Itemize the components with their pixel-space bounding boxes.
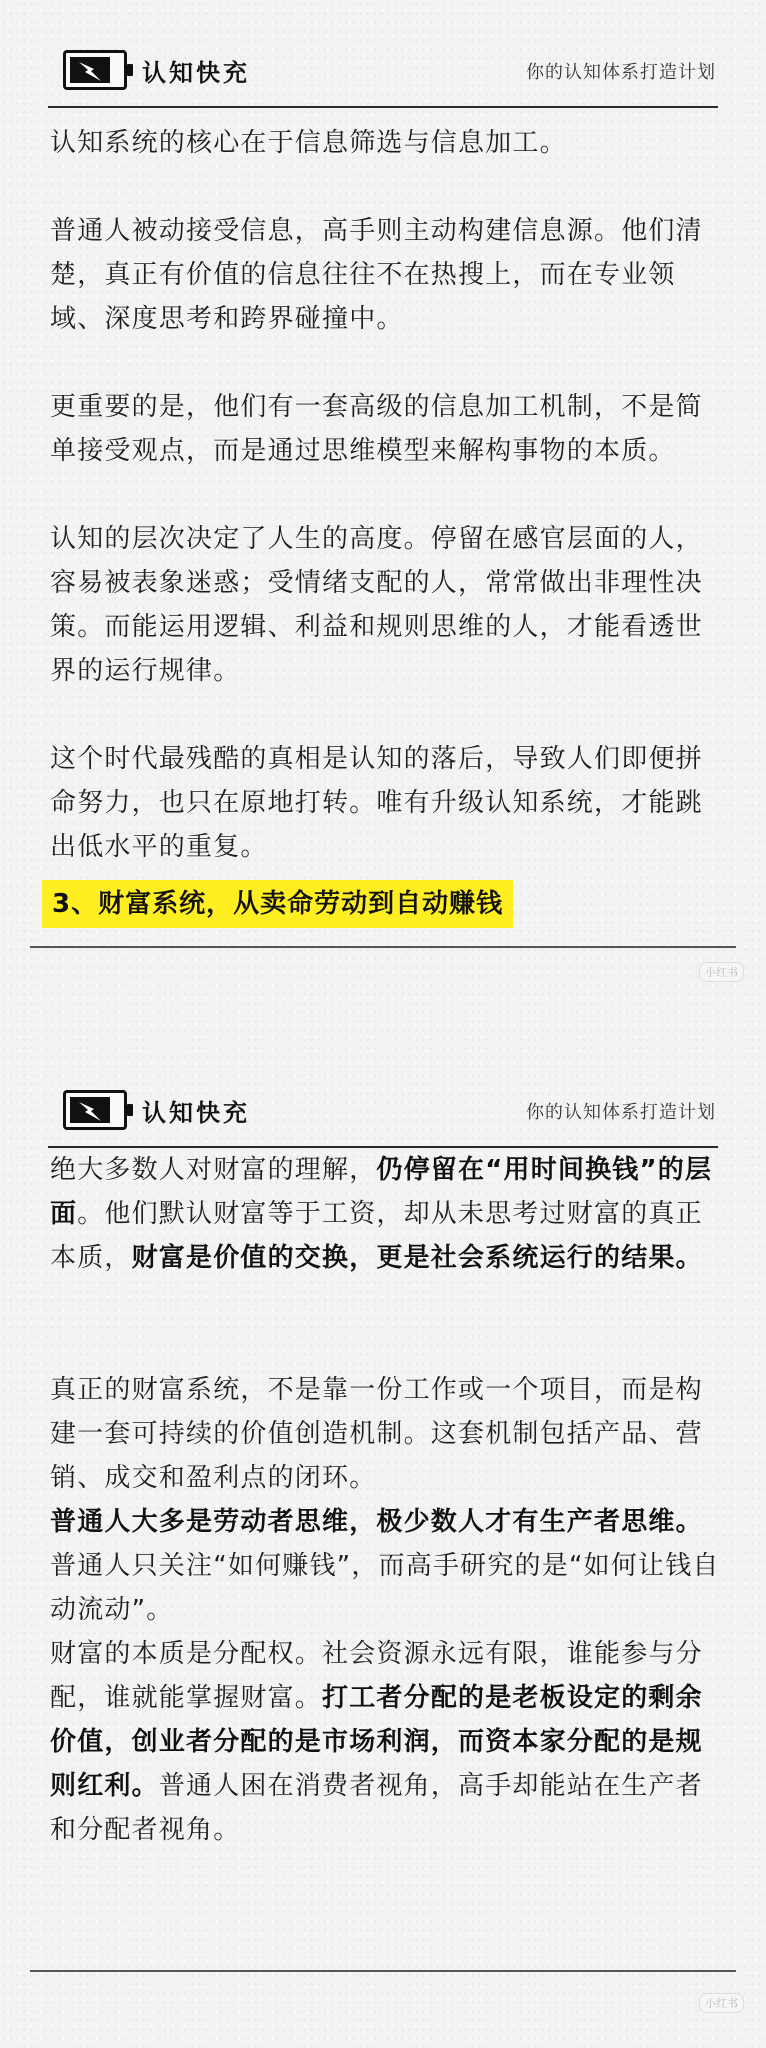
battery-logo-icon: [63, 1090, 127, 1130]
brand-name: 认知快充: [142, 1099, 250, 1127]
paragraph: 财富的本质是分配权。社会资源永远有限，谁能参与分配，谁就能掌握财富。打工者分配的是老板设定的剩余价值，创业者分配的是市场利润，而资本家分配的是规则红利。普通人困在消费者视角，高手却能站在生产者和分配者视角。: [50, 1639, 703, 1845]
paragraph: 这个时代最残酷的真相是认知的落后，导致人们即便拼命努力，也只在原地打转。唯有升级认知系统，才能跳出低水平的重复。: [50, 744, 703, 862]
page-divider: [30, 1970, 736, 1972]
paragraph: 真正的财富系统，不是靠一份工作或一个项目，而是构建一套可持续的价值创造机制。这套机制包括产品、营销、成交和盈利点的闭环。: [50, 1375, 703, 1493]
header-rule: [48, 106, 718, 108]
page-divider: [30, 946, 736, 948]
watermark: 小红书: [699, 962, 744, 982]
tagline: 你的认知体系打造计划: [526, 1102, 716, 1123]
brand-name: 认知快充: [142, 59, 250, 87]
header-2: [0, 1040, 766, 1160]
paragraph: 绝大多数人对财富的理解，仍停留在“用时间换钱”的层面。他们默认财富等于工资，却从未思考过财富的真正本质，财富是价值的交换，更是社会系统运行的结果。: [50, 1155, 713, 1273]
header-1: [0, 0, 766, 120]
paragraph: 普通人被动接受信息，高手则主动构建信息源。他们清楚，真正有价值的信息往往不在热搜上，而在专业领域、深度思考和跨界碰撞中。: [50, 216, 703, 334]
paragraph: 认知的层次决定了人生的高度。停留在感官层面的人，容易被表象迷惑；受情绪支配的人，常常做出非理性决策。而能运用逻辑、利益和规则思维的人，才能看透世界的运行规律。: [50, 524, 703, 686]
paragraph: 普通人大多是劳动者思维，极少数人才有生产者思维。普通人只关注“如何赚钱”，而高手研究的是“如何让钱自动流动”。: [50, 1507, 720, 1625]
paragraph: 更重要的是，他们有一套高级的信息加工机制，不是简单接受观点，而是通过思维模型来解构事物的本质。: [50, 392, 703, 466]
battery-logo-icon: [63, 50, 127, 90]
watermark: 小红书: [699, 1993, 744, 2013]
section-heading: 3、财富系统，从卖命劳动到自动赚钱: [42, 880, 513, 928]
paragraph: 认知系统的核心在于信息筛选与信息加工。: [50, 128, 567, 158]
tagline: 你的认知体系打造计划: [526, 62, 716, 83]
